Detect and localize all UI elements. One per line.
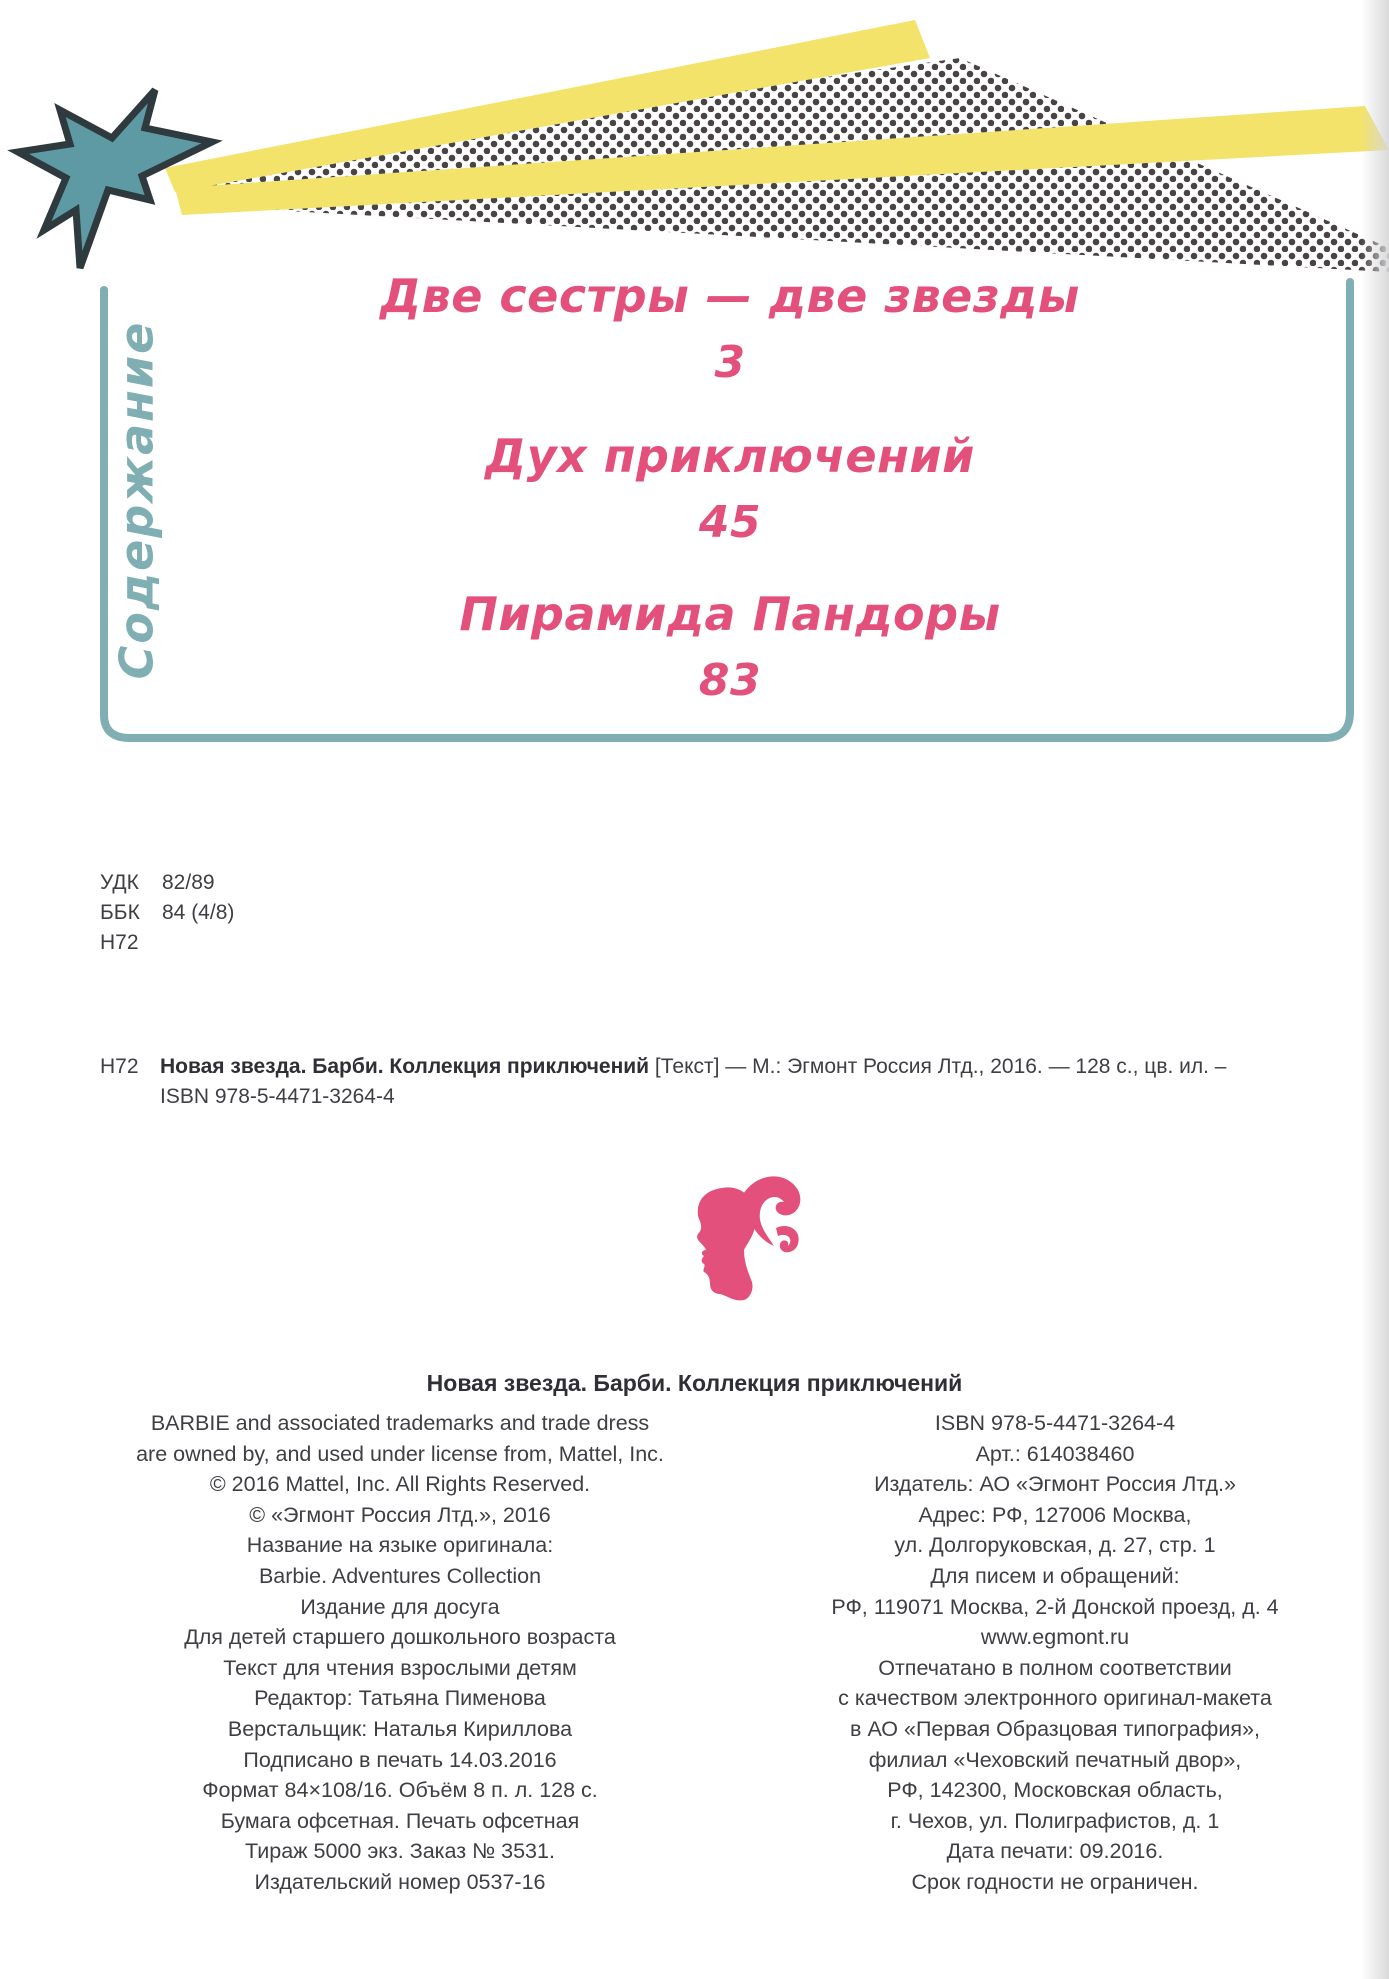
imprint-line: с качеством электронного оригинал-макета <box>838 1686 1272 1711</box>
page-edge-shadow <box>1361 0 1389 1979</box>
imprint-line: Текст для чтения взрослыми детям <box>223 1655 577 1680</box>
imprint-line: Отпечатано в полном соответствии <box>878 1655 1232 1680</box>
imprint-line: Дата печати: 09.2016. <box>946 1839 1164 1864</box>
barbie-silhouette-icon <box>664 1166 804 1306</box>
toc-entry-page: 3 <box>714 337 746 388</box>
imprint-line: Тираж 5000 экз. Заказ № 3531. <box>245 1839 555 1864</box>
imprint-line: Редактор: Татьяна Пименова <box>254 1686 546 1711</box>
imprint-line: Арт.: 614038460 <box>975 1441 1135 1466</box>
toc-entry-title: Две сестры — две звезды <box>380 269 1080 323</box>
author-mark: Н72 <box>100 1055 139 1078</box>
imprint-line: г. Чехов, ул. Полиграфистов, д. 1 <box>890 1808 1220 1833</box>
website-link[interactable]: www.egmont.ru <box>980 1625 1130 1650</box>
imprint-line: Издание для досуга <box>300 1594 500 1619</box>
imprint-line: Barbie. Adventures Collection <box>258 1563 542 1588</box>
bibliographic-details: [Текст] — М.: Эгмонт Россия Лтд., 2016. — 128 с., цв. ил. – <box>654 1055 1227 1078</box>
imprint-left-column <box>60 1408 740 1898</box>
imprint-line: РФ, 119071 Москва, 2-й Донской проезд, д. 4 <box>831 1594 1279 1619</box>
imprint-line: are owned by, and used under license from, Mattel, Inc. <box>136 1441 664 1466</box>
imprint-line: Верстальщик: Наталья Кириллова <box>227 1716 573 1741</box>
imprint-line: © «Эгмонт Россия Лтд.», 2016 <box>249 1502 551 1527</box>
book-title: Новая звезда. Барби. Коллекция приключений <box>426 1370 963 1396</box>
bibliographic-isbn: ISBN 978-5-4471-3264-4 <box>160 1085 395 1108</box>
imprint-line: РФ, 142300, Московская область, <box>887 1778 1223 1803</box>
imprint-line: в АО «Первая Образцовая типография», <box>850 1716 1260 1741</box>
imprint-line: Срок годности не ограничен. <box>911 1869 1199 1894</box>
imprint-line: BARBIE and associated trademarks and trade dress <box>150 1411 650 1435</box>
imprint-line: ISBN 978-5-4471-3264-4 <box>934 1411 1176 1435</box>
contents-heading: Содержание <box>109 320 164 680</box>
bibliographic-record <box>100 1052 1360 1112</box>
library-codes <box>100 868 234 958</box>
bibliographic-title: Новая звезда. Барби. Коллекция приключений <box>160 1055 650 1078</box>
toc-entry-title: Пирамида Пандоры <box>459 587 1001 641</box>
toc-entry-page: 83 <box>698 655 762 706</box>
imprint-line: © 2016 Mattel, Inc. All Rights Reserved. <box>209 1472 591 1497</box>
bbk-row: ББК 84 (4/8) <box>100 901 235 924</box>
imprint-line: Формат 84×108/16. Объём 8 п. л. 128 с. <box>202 1778 598 1803</box>
imprint-line: Для детей старшего дошкольного возраста <box>184 1625 616 1650</box>
imprint-line: Бумага офсетная. Печать офсетная <box>220 1808 580 1833</box>
toc-entry-page: 45 <box>698 497 762 548</box>
imprint-line: Для писем и обращений: <box>930 1563 1180 1588</box>
imprint-line: Издатель: АО «Эгмонт Россия Лтд.» <box>874 1472 1236 1497</box>
imprint-line: Подписано в печать 14.03.2016 <box>243 1747 557 1772</box>
imprint-line: ул. Долгоруковская, д. 27, стр. 1 <box>894 1533 1216 1558</box>
imprint-line: Издательский номер 0537-16 <box>254 1869 546 1894</box>
author-mark-row: Н72 <box>100 931 139 954</box>
imprint-line: филиал «Чеховский печатный двор», <box>868 1747 1242 1772</box>
udk-row: УДК 82/89 <box>100 871 215 894</box>
imprint-line: Адрес: РФ, 127006 Москва, <box>918 1502 1192 1527</box>
imprint-right-column <box>760 1408 1350 1898</box>
toc-entry-title: Дух приключений <box>485 429 975 483</box>
imprint-line: Название на языке оригинала: <box>246 1533 554 1558</box>
